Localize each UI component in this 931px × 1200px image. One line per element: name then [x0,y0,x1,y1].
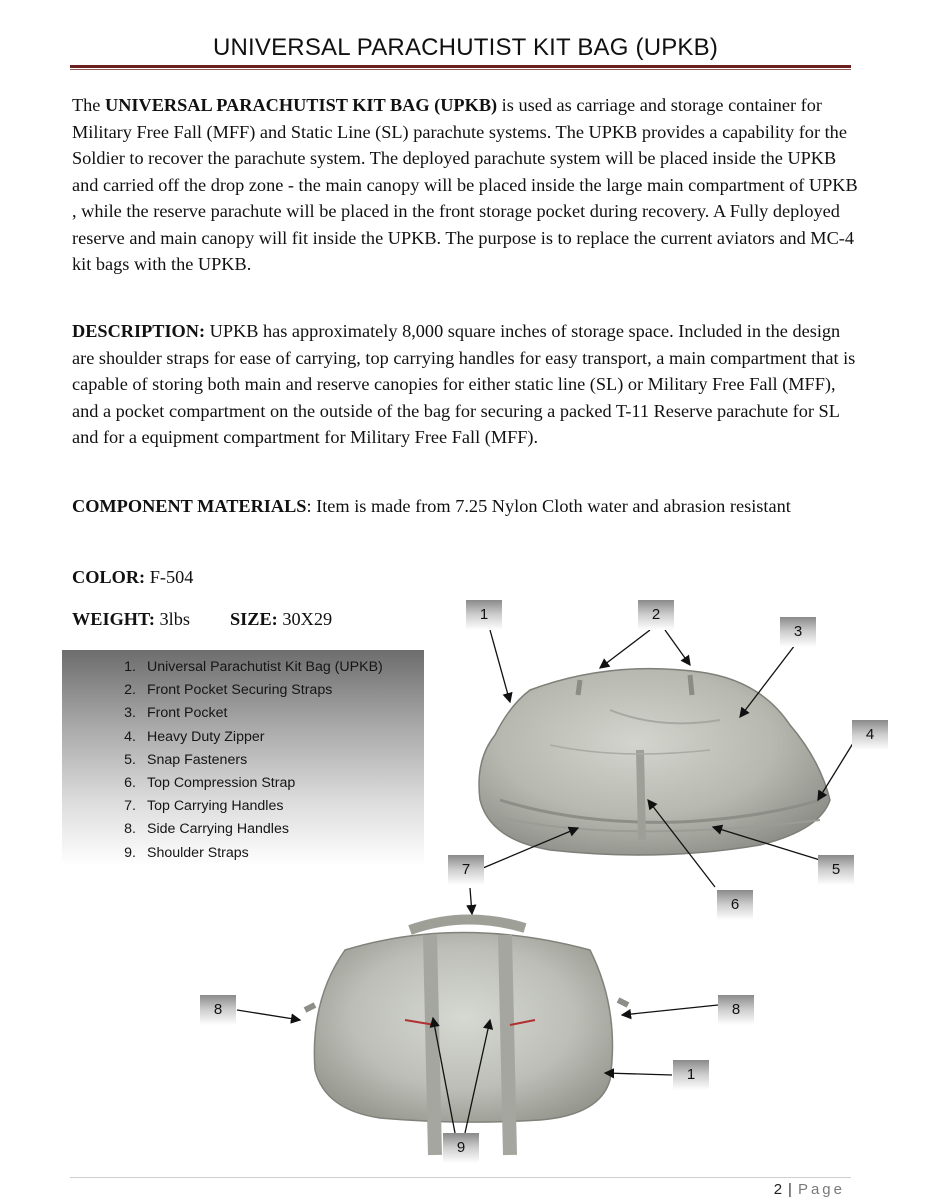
footer-separator: | [788,1181,792,1198]
legend-item-number: 3. [124,705,136,722]
legend-item-number: 2. [124,682,136,699]
callout-label: 5 [818,855,854,885]
legend-item-text: Front Pocket [147,705,228,722]
callout-label: 4 [852,720,888,750]
footer-rule [70,1177,851,1178]
intro-product-name: UNIVERSAL PARACHUTIST KIT BAG (UPKB) [105,95,498,115]
page-title: UNIVERSAL PARACHUTIST KIT BAG (UPKB) [212,34,719,61]
page-footer [774,1181,845,1198]
weight-label: WEIGHT: [72,609,155,629]
intro-lead: The [72,95,105,115]
callout-label: 9 [443,1133,479,1163]
callout-label: 8 [200,995,236,1025]
page-word: Page [797,1181,845,1198]
legend-item-text: Top Compression Strap [147,774,296,791]
legend-item-text: Front Pocket Securing Straps [147,682,333,699]
callout-label: 3 [780,617,816,647]
legend-item-number: 6. [124,774,136,791]
description-text: UPKB has approximately 8,000 square inches of storage space. Included in the design are shoulder straps for ease of carrying, top carrying handles for easy transport, a main compartment that is capable of storing both main and reserve canopies for either static line (SL) or Military Free Fall (MFF), and a pocket compartment on the outside of the bag for securing a packed T-11 Reserve parachute for SL and for a equipment compartment for Military Free Fall (MFF). [72,321,856,447]
legend-item-text: Universal Parachutist Kit Bag (UPKB) [147,659,383,675]
color-label: COLOR: [72,567,146,587]
intro-text: is used as carriage and storage container for Military Free Fall (MFF) and Static Line (SL) parachute systems. The UPKB provides a capability for the Soldier to recover the parachute system. The deployed parachute system will be placed inside the UPKB and carried off the drop zone - the main canopy will be placed inside the large main compartment of UPKB , while the reserve parachute will be placed in the front storage pocket during recovery. A Fully deployed reserve and main canopy will fit inside the UPKB. The purpose is to replace the current aviators and MC-4 kit bags with the UPKB. [72,95,858,274]
callout-label: 1 [466,600,502,630]
legend-item-number: 1. [124,659,136,675]
legend-item-text: Shoulder Straps [147,844,249,861]
legend-item-text: Heavy Duty Zipper [147,728,265,745]
callout-label: 1 [673,1060,709,1090]
legend-item-number: 9. [124,844,136,861]
size-label: SIZE: [230,609,278,629]
legend-item-number: 4. [124,728,136,745]
callout-label: 7 [448,855,484,885]
size-value: 30X29 [277,609,333,629]
page-number: 2 [773,1181,783,1198]
description-label: DESCRIPTION: [72,321,206,341]
legend-item-text: Side Carrying Handles [147,821,289,838]
callout-label: 2 [638,600,674,630]
callout-label: 8 [718,995,754,1025]
legend-item-number: 5. [124,751,136,768]
materials-text: : Item is made from 7.25 Nylon Cloth water and abrasion resistant [306,496,791,516]
callout-label: 6 [717,890,753,920]
legend-item-number: 8. [124,821,136,838]
materials-label: COMPONENT MATERIALS [72,496,307,516]
color-value: F-504 [145,567,194,587]
weight-value: 3lbs [154,609,190,629]
legend-item-text: Top Carrying Handles [147,798,284,815]
legend-item-text: Snap Fasteners [147,751,248,768]
legend-item-number: 7. [124,798,136,815]
